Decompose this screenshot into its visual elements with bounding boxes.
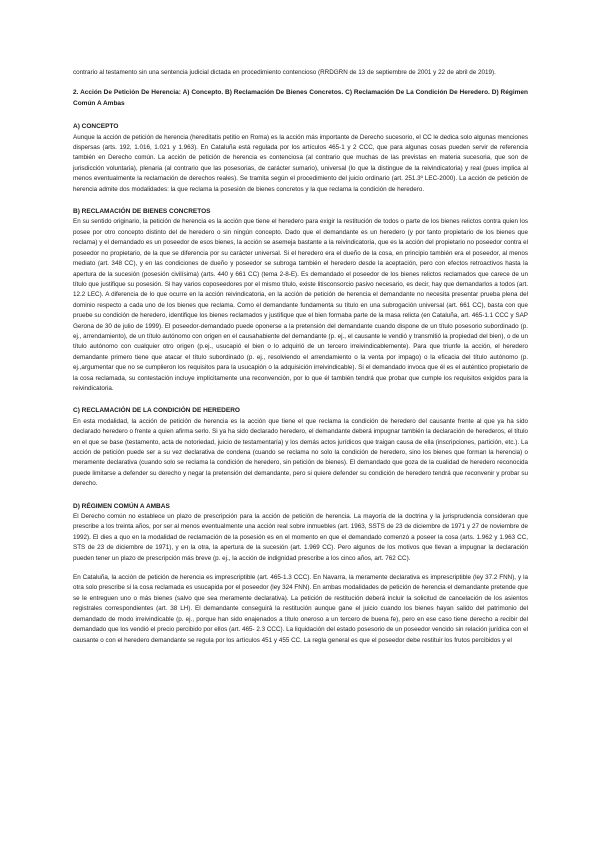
section-a-heading: A) CONCEPTO — [73, 123, 119, 131]
section-d — [73, 502, 528, 646]
section-b-text: En su sentido originario, la petición de herencia es la acción que tiene el heredero para exigir la restitución de todos o parte de los bienes relictos contra quien los posee por otro concepto distinto del de heredero o sin ningún concepto. Dado que el demandante es un heredero (y por tanto propietario de los bienes que reclama) y el demandado es un poseedor de esos bienes, la acción se asemeja bastante a la reivindicatoria, que es la acción del propietario no poseedor contra el poseedor no propietario, de la que se diferencia por su carácter universal. Si el heredero era el dueño de la cosa, en principio también era el poseedor, al menos mediato (art. 348 CC), y en las condiciones de dueño y poseedor se subroga también el heredero desde la aceptación, pero con efectos retroactivos hasta la apertura de la sucesión (posesión civilísima) (arts. 440 y 661 CC) (tema 2-8-E). Es demandado el poseedor de los bienes relictos reclamados que carece de un título que justifique su posesión. Si hay varios coposeedores por el mismo título, existe litisconsorcio pasivo necesario, es decir, hay que demandarlos a todos (art. 12.2 LEC). A diferencia de lo que ocurre en la acción reivindicatoria, en la acción de petición de herencia el demandante no necesita presentar prueba plena del dominio respecto a cada uno de los bienes que reclama. Como el demandante fundamenta su título en una subrogación universal (art. 661 CC), basta con que pruebe su condición de heredero, identifique los bienes reclamados y justifique que el bien formaba parte de la masa relicta (en Cataluña, art. 465-1.1 CCC y SAP Gerona de 30 de julio de 1999). El poseedor-demandado puede oponerse a la pretensión del demandante cuando dispone de un título posesorio subordinado (p. ej., arrendamiento), de un título autónomo con origen en el causahabiente del demandante (p. ej., el causante le vendió y transmitió la propiedad del bien), o de un título autónomo con cualquier otro origen (p.ej., usucapió el bien o lo adquirió de un tercero irreivindicablemente). Para que triunfe la acción, el heredero demandante primero tiene que atacar el título subordinado (p. ej., resolviendo el arrendamiento o la venta por impago) o la eficacia del título autónomo (p. ej.,argumentar que no se cumplieron los requisitos para la usucapión o la adquisición irreivindicable). Si el demandado invoca que él es el auténtico propietario de la cosa reclamada, su contestación incluye implícitamente una reconvención, por lo que él también tendrá que probar que cumple los requisitos exigidos para la reivindicatoria. — [73, 218, 528, 392]
document-page — [73, 68, 528, 646]
section-d-text-1: El Derecho común no establece un plazo de prescripción para la acción de petición de herencia. La mayoría de la doctrina y la jurisprudencia consideran que prescribe a los treinta años, por ser al menos eventualmente una acción real sobre inmuebles (art. 1963, SSTS de 23 de diciembre de 1971 y 27 de noviembre de 1992). El dies a quo en la modalidad de reclamación de la posesión es en el momento en que el demandado comenzó a poseer la cosa (arts. 1.962 y 1.963 CC, STS de 23 de diciembre de 1971), y en la otra, la apertura de la sucesión (art. 1.969 CC). Pero algunos de los motivos que llevan a impugnar la declaración pueden tener un plazo de prescripción más breve (p. ej., la acción de indignidad prescribe a los cinco años, art. 762 CC). — [73, 513, 528, 562]
intro-paragraph: contrario al testamento sin una sentencia judicial dictada en procedimiento contencioso (RRDGRN de 13 de septiembre de 2001 y 22 de abril de 2019). — [73, 69, 496, 76]
section-b — [73, 207, 528, 394]
section-d-heading: D) RÉGIMEN COMÚN A AMBAS — [73, 502, 170, 510]
section-c-text: En esta modalidad, la acción de petición de herencia es la acción que tiene el que reclama la condición de heredero del causante frente al que ya ha sido declarado heredero o frente a quien afirma serlo. Si ya ha sido declarado heredero, el demandante deberá impugnar también la declaración de herederos, el título en el que se base (testamento, acta de notoriedad, juicio de testamentaría) y los demás actos jurídicos que traigan causa de ella (inscripciones, partición, etc.). La acción de petición puede ser a su vez declarativa de condena (cuando se reclama no solo la condición de heredero, sino los bienes que forman la herencia) o meramente declarativa (cuando solo se reclama la condición de heredero, sin petición de bienes). El demandado que goza de la cualidad de heredero reconocida puede limitarse a defender su derecho y negar la pretensión del demandante, pero si quiere defender su condición de heredero tendrá que reconvenir y probar su derecho. — [73, 417, 528, 488]
section-a-text: Aunque la acción de petición de herencia (hereditatis petitio en Roma) es la acción más importante de Derecho sucesorio, el CC le dedica solo algunas menciones dispersas (arts. 192, 1.016, 1.021 y 1.963). En Cataluña está regulada por los artículos 465-1 y 2 CCC, que para algunas cosas pueden servir de referencia también en Derecho común. La acción de petición de herencia es contenciosa (al contrario que muchas de las previstas en materia sucesoria, que son de jurisdicción voluntaria), plenaria (al contrario que las posesorias, de carácter sumario), universal (lo que la distingue de la reivindicatoria) y real (pues implica al menos eventualmente la reclamación de derechos reales). Se tramita según el procedimiento del juicio ordinario (art. 251.3º LEC-2000). La acción de petición de herencia admite dos modalidades: la que reclama la posesión de bienes concretos y la que reclama la condición de heredero. — [73, 133, 528, 193]
section-a — [73, 122, 528, 195]
section-b-heading: B) RECLAMACIÓN DE BIENES CONCRETOS — [73, 208, 211, 216]
section-title: 2. Acción De Petición De Herencia: A) Concepto. B) Reclamación De Bienes Concretos. C) Reclamación De La Condición De Heredero. D) Régimen Común A Ambas — [73, 89, 528, 107]
section-c — [73, 406, 528, 489]
section-d-text-2: En Cataluña, la acción de petición de herencia es imprescriptible (art. 465-1.3 CCC). En Navarra, la meramente declarativa es imprescriptible (ley 37.2 FNN), y la otra solo prescribe si la cosa reclamada es usucapida por el poseedor (ley 324 FNN). En ambas modalidades de petición de herencia el demandante pretende que se le entreguen uno o más bienes (salvo que sea meramente declarativa). La petición de restitución deberá incluir la solicitud de cancelación de los asientos registrales correspondientes (art. 38 LH). El demandante conseguirá la restitución aunque gane el juicio cuando los bienes hayan salido del patrimonio del demandado de modo irreivindicable (p. ej., porque han sido enajenados a título oneroso a un tercero de buena fe), pero en ese caso tiene derecho a recibir del demandado que los vendió el precio percibido por ellos (art. 465- 2.3 CCC). La liquidación del estado posesorio de un poseedor vencido sin relación jurídica con el causante o con el heredero demandante se regula por los artículos 451 y 455 CC. La regla general es que el poseedor debe restituir los frutos percibidos y el — [73, 574, 528, 644]
section-c-heading: C) RECLAMACIÓN DE LA CONDICIÓN DE HEREDERO — [73, 407, 240, 415]
